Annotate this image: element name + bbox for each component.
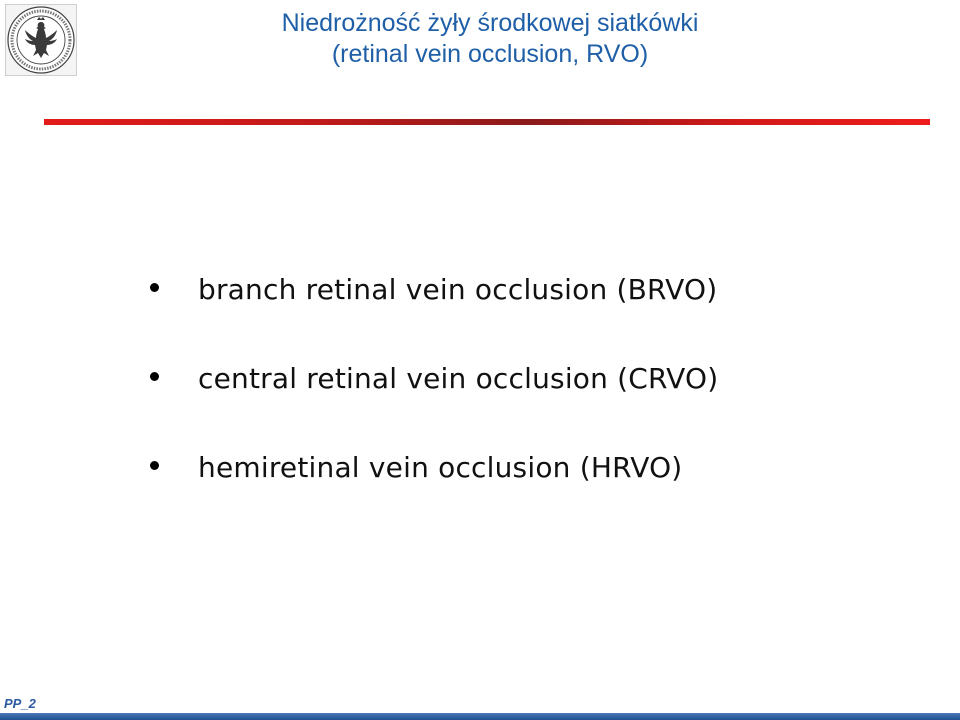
- slide-title: [200, 8, 780, 70]
- university-seal-icon: [5, 4, 77, 76]
- bullet-list: [150, 268, 718, 535]
- bullet-text: branch retinal vein occlusion (BRVO): [198, 273, 718, 306]
- footer-bar: [0, 713, 960, 720]
- footer-label: PP_2: [4, 696, 36, 711]
- bullet-text: central retinal vein occlusion (CRVO): [198, 362, 719, 395]
- title-line-english: (retinal vein occlusion, RVO): [331, 40, 649, 68]
- bullet-dot-icon: [150, 283, 159, 292]
- bullet-item-hrvo: [150, 446, 718, 535]
- bullet-item-brvo: [150, 268, 718, 357]
- title-underline-rule: [44, 119, 930, 125]
- title-line-polish: Niedrożność żyły środkowej siatkówki: [281, 9, 699, 37]
- bullet-dot-icon: [150, 372, 159, 381]
- bullet-item-crvo: [150, 357, 718, 446]
- bullet-text: hemiretinal vein occlusion (HRVO): [198, 451, 683, 484]
- bullet-dot-icon: [150, 461, 159, 470]
